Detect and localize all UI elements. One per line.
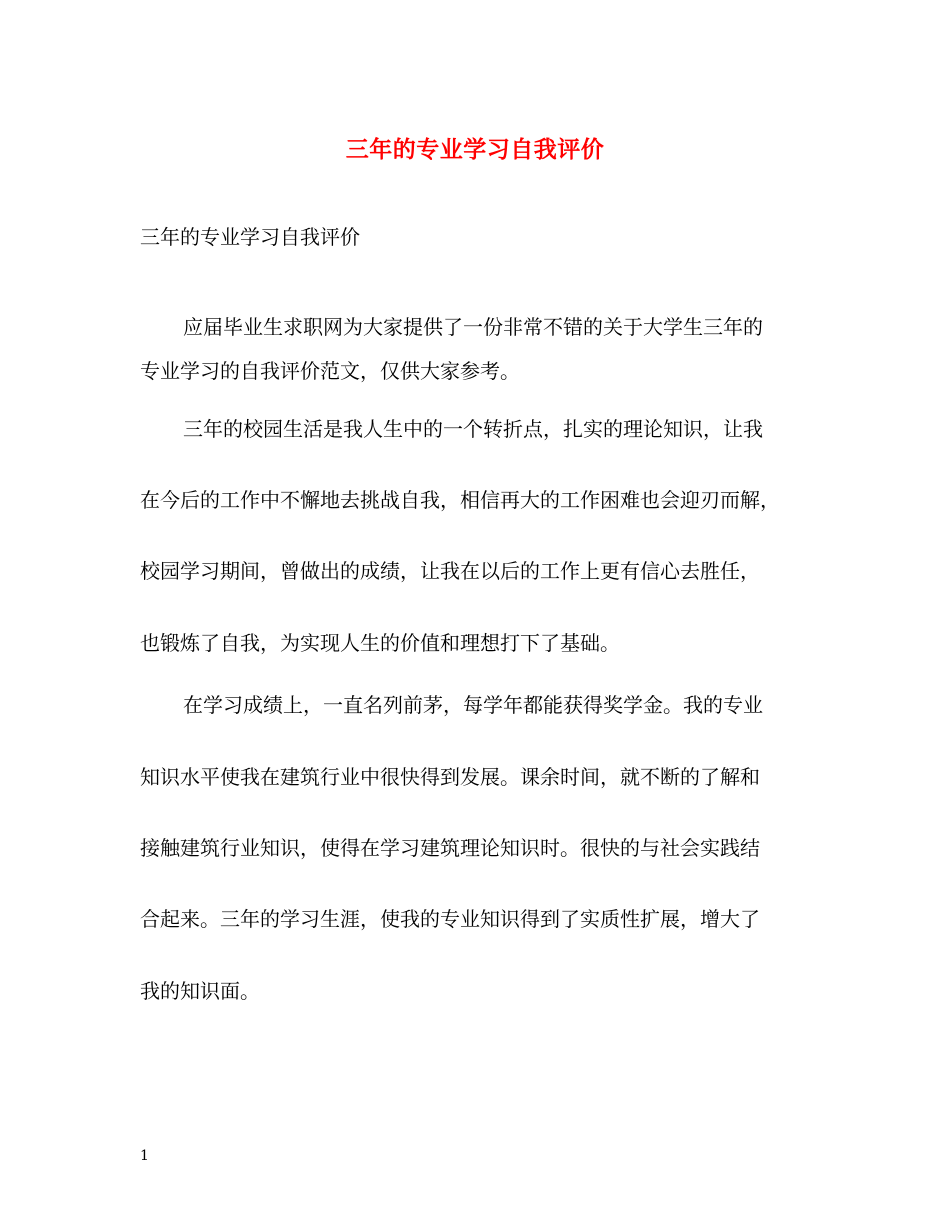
paragraph-line: 知识水平使我在建筑行业中很快得到发展。课余时间，就不断的了解和 bbox=[140, 765, 760, 789]
paragraph-line: 校园学习期间，曾做出的成绩，让我在以后的工作上更有信心去胜任， bbox=[140, 559, 760, 583]
paragraph-line: 我的知识面。 bbox=[140, 979, 260, 1003]
paragraph-line: 合起来。三年的学习生涯，使我的专业知识得到了实质性扩展，增大了 bbox=[140, 907, 760, 931]
paragraph-line: 应届毕业生求职网为大家提供了一份非常不错的关于大学生三年的 bbox=[183, 315, 763, 339]
paragraph-line: 专业学习的自我评价范文，仅供大家参考。 bbox=[140, 359, 520, 383]
paragraph-line: 也锻炼了自我，为实现人生的价值和理想打下了基础。 bbox=[140, 631, 620, 655]
paragraph-line: 接触建筑行业知识，使得在学习建筑理论知识时。很快的与社会实践结 bbox=[140, 836, 760, 860]
paragraph-line: 三年的校园生活是我人生中的一个转折点，扎实的理论知识，让我 bbox=[183, 417, 763, 441]
document-title: 三年的专业学习自我评价 bbox=[345, 136, 605, 163]
page-number: 1 bbox=[140, 1148, 149, 1164]
paragraph-line: 在学习成绩上，一直名列前茅，每学年都能获得奖学金。我的专业 bbox=[183, 693, 763, 717]
document-subtitle: 三年的专业学习自我评价 bbox=[140, 225, 360, 249]
paragraph-line: 在今后的工作中不懈地去挑战自我，相信再大的工作困难也会迎刃而解， bbox=[140, 488, 780, 512]
